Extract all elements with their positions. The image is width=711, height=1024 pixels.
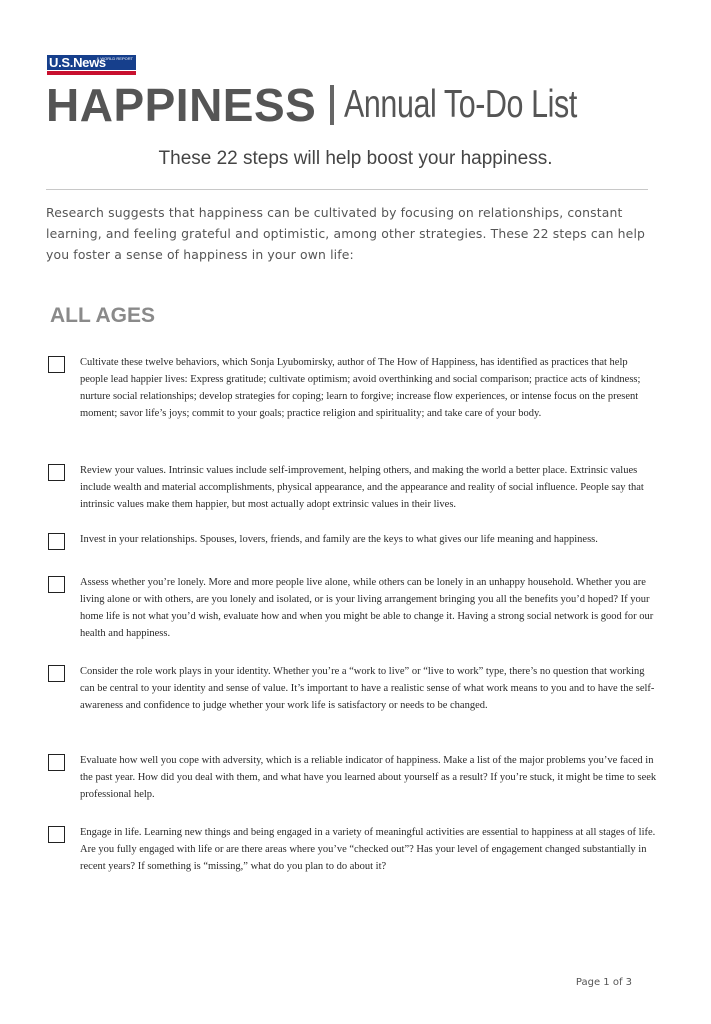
- checkbox[interactable]: [48, 754, 65, 771]
- page-number: Page 1 of 3: [575, 977, 632, 988]
- page-subtitle: Annual To-Do List: [344, 83, 578, 126]
- tagline: These 22 steps will help boost your happiness.: [158, 148, 553, 169]
- checkbox[interactable]: [48, 533, 65, 550]
- checkbox[interactable]: [48, 464, 65, 481]
- todo-item-text: Assess whether you’re lonely. More and more people live alone, while others can be lonely in an unhappy household. Whether you are living alone or with others, are you lonely and isolated, or is your living arrangement bringing you all the benefits you’d hoped? If your home life is not what you’d wish, evaluate how and when you might be able to change it. Having a strong social network is good for our health and happiness.: [80, 577, 654, 640]
- usnews-logo: [47, 55, 136, 75]
- todo-item-text: Review your values. Intrinsic values include self-improvement, helping others, and making the world a better place. Extrinsic values include wealth and material accomplishments, physical appearance, and the appearance and reality of social influence. People say that intrinsic values make them happier, but most actually adopt extrinsic values in their lives.: [80, 465, 644, 511]
- logo-text: U.S.News: [49, 55, 106, 70]
- todo-item-text: Invest in your relationships. Spouses, lovers, friends, and family are the keys to what gives our life meaning and happiness.: [80, 534, 598, 545]
- todo-item-text: Engage in life. Learning new things and being engaged in a variety of meaningful activities are essential to happiness at all stages of life. Are you fully engaged with life or are there areas where you’ve “checked out”? Has your level of engagement changed substantially in recent years? If something is “missing,” what do you plan to do about it?: [80, 827, 656, 873]
- logo-tag: & WORLD REPORT: [96, 56, 133, 61]
- checkbox[interactable]: [48, 665, 65, 682]
- checkbox[interactable]: [48, 356, 65, 373]
- intro-paragraph: Research suggests that happiness can be cultivated by focusing on relationships, constant learning, and feeling grateful and optimistic, among other strategies. These 22 steps can help you foster a sense of happiness in your own life:: [46, 205, 646, 262]
- section-heading: ALL AGES: [50, 304, 156, 327]
- checkbox[interactable]: [48, 826, 65, 843]
- page-header: [46, 78, 643, 132]
- header-divider: [46, 189, 648, 190]
- todo-item-text: Consider the role work plays in your identity. Whether you’re a “work to live” or “live to work” type, there’s no question that working can be central to your identity and sense of value. It’s important to have a realistic sense of what work means to you and to have the self-awareness and confidence to judge whether your work life is satisfactory or needs to be changed.: [80, 666, 655, 712]
- title-divider: [330, 85, 334, 125]
- todo-item-text: Cultivate these twelve behaviors, which Sonja Lyubomirsky, author of The How of Happiness, has identified as practices that help people lead happier lives: Express gratitude; cultivate optimism; avoid overthinking and social comparison; practice acts of kindness; nurture social relationships; develop strategies for coping; learn to forgive; increase flow experiences, or intense focus on the present moment; savor life’s joys; commit to your goals; practice religion and spirituality; and take care of your body.: [80, 357, 641, 420]
- checkbox[interactable]: [48, 576, 65, 593]
- page-title: HAPPINESS: [46, 79, 317, 131]
- todo-item-text: Evaluate how well you cope with adversity, which is a reliable indicator of happiness. Make a list of the major problems you’ve faced in the past year. How did you deal with them, and what have you learned about yourself as a result? If you’re stuck, it might be time to seek professional help.: [80, 755, 657, 801]
